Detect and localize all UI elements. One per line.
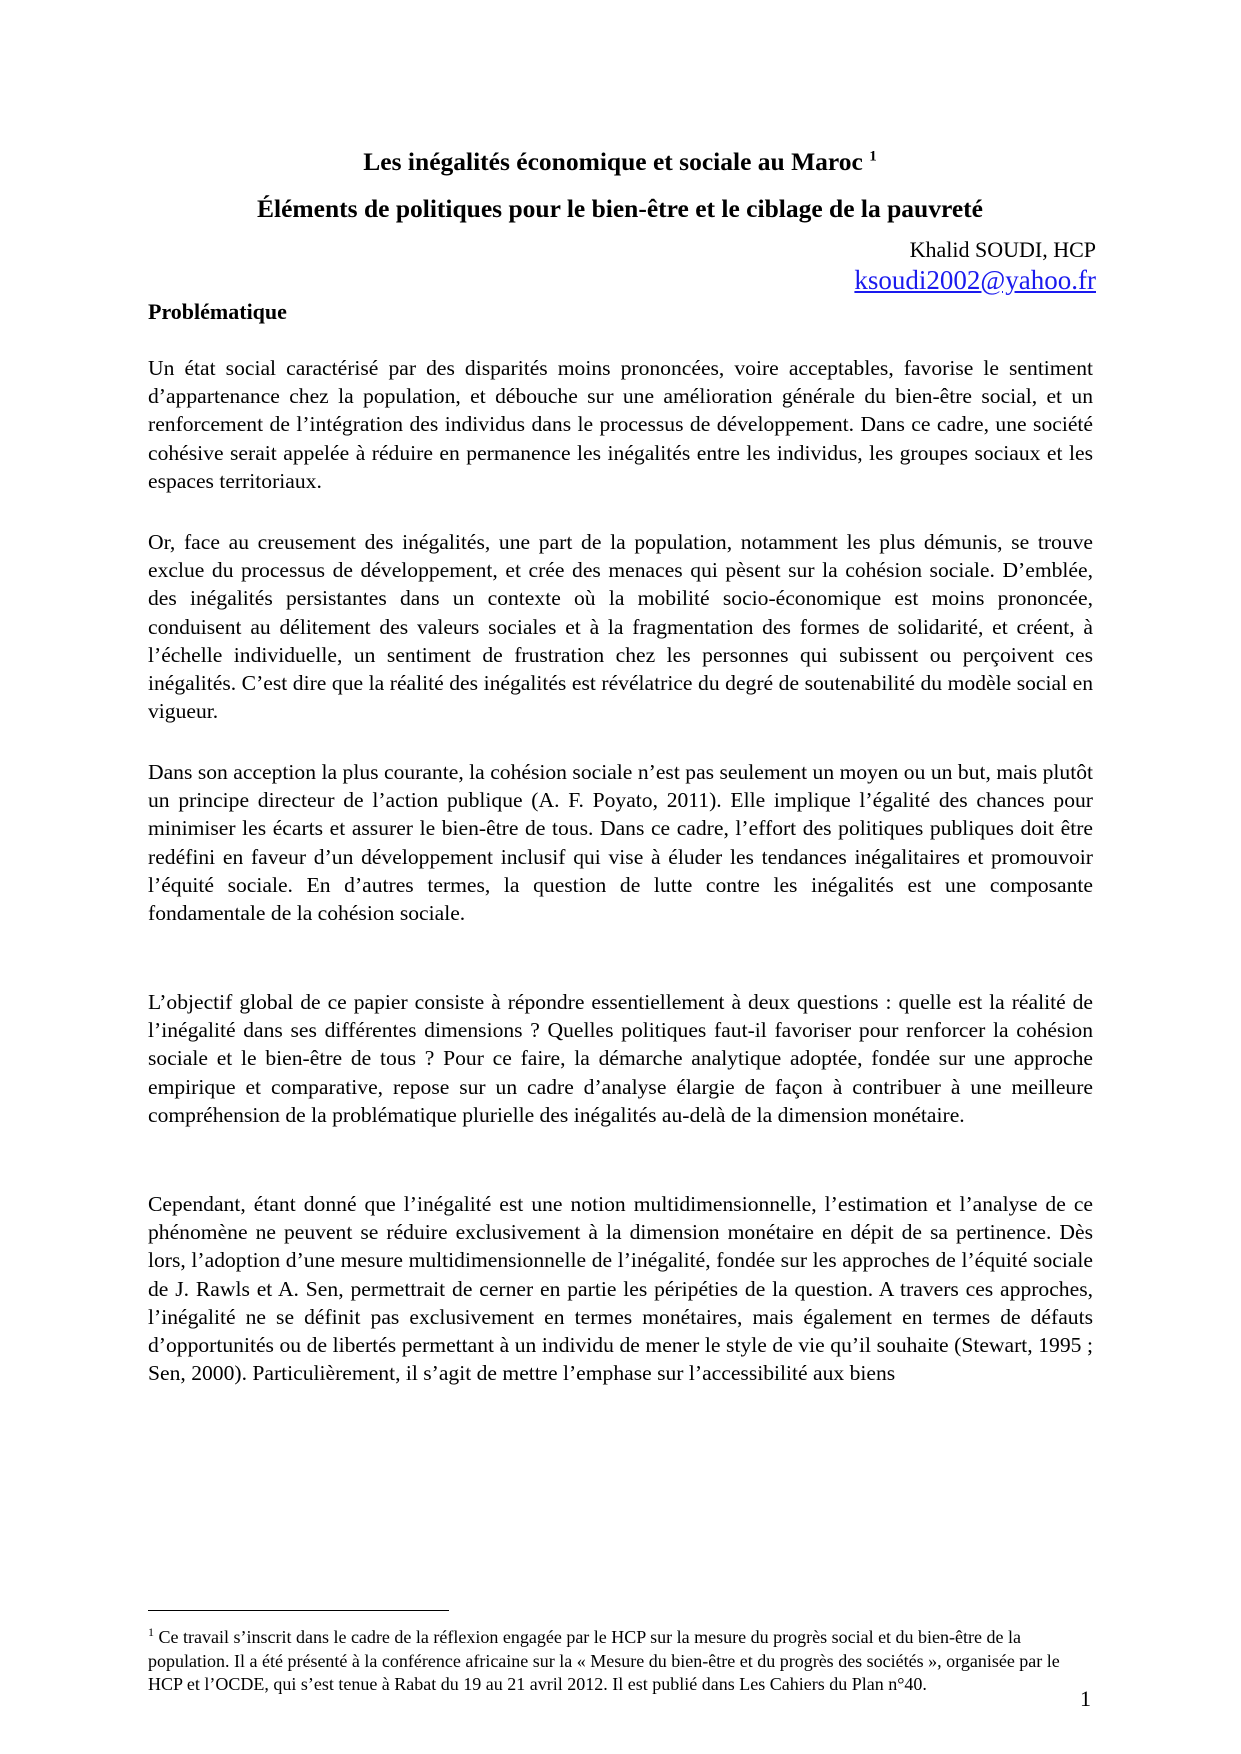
body-paragraph-4: L’objectif global de ce papier consiste à répondre essentiellement à deux questions : quelle est la réalité de l’inégalité dans ses différentes dimensions ? Quelles politiques faut-il favoriser pour renforcer la cohésion sociale et le bien-être de tous ? Pour ce faire, la démarche analytique adoptée, fondée sur une approche empirique et comparative, repose sur un cadre d’analyse élargie de façon à contribuer à une meilleure compréhension de la problématique plurielle des inégalités au-delà de la dimension monétaire. (148, 990, 1093, 1127)
document-title-line1 (150, 147, 1090, 177)
footnote-separator (148, 1610, 449, 1611)
document-title-line2: Éléments de politiques pour le bien-être et le ciblage de la pauvreté (257, 194, 983, 223)
body-paragraph-3: Dans son acception la plus courante, la cohésion sociale n’est pas seulement un moyen ou un but, mais plutôt un principe directeur de l’action publique (A. F. Poyato, 2011). Elle implique l’égalité des chances pour minimiser les écarts et assurer le bien-être de tous. Dans ce cadre, l’effort des politiques publiques doit être redéfini en faveur d’un développement inclusif qui vise à éluder les tendances inégalitaires et promouvoir l’équité sociale. En d’autres termes, la question de lutte contre les inégalités est une composante fondamentale de la cohésion sociale. (148, 760, 1093, 926)
section-heading: Problématique (148, 299, 287, 324)
body-paragraph-1: Un état social caractérisé par des disparités moins prononcées, voire acceptables, favorise le sentiment d’appartenance chez la population, et débouche sur une amélioration générale du bien-être social, et un renforcement de l’intégration des individus dans le processus de développement. Dans ce cadre, une société cohésive serait appelée à réduire en permanence les inégalités entre les individus, les groupes sociaux et les espaces territoriaux. (148, 356, 1093, 493)
author-email-link[interactable]: ksoudi2002@yahoo.fr (854, 265, 1096, 295)
page-number: 1 (1080, 1686, 1091, 1711)
footnote-marker: 1 (148, 1625, 154, 1639)
body-paragraph-5: Cependant, étant donné que l’inégalité est une notion multidimensionnelle, l’estimation et l’analyse de ce phénomène ne peuvent se réduire exclusivement à la dimension monétaire en dépit de sa pertinence. Dès lors, l’adoption d’une mesure multidimensionnelle de l’inégalité, fondée sur les approches de l’équité sociale de J. Rawls et A. Sen, permettrait de cerner en partie les péripéties de la question. A travers ces approches, l’inégalité ne se définit pas exclusivement en termes monétaires, mais également en termes de défauts d’opportunités ou de libertés permettant à un individu de mener le style de vie qu’il souhaite (Stewart, 1995 ; Sen, 2000). Particulièrement, il s’agit de mettre l’emphase sur l’accessibilité aux biens (148, 1192, 1093, 1386)
title-text: Les inégalités économique et sociale au Maroc (363, 147, 863, 176)
footnote (148, 1626, 1098, 1697)
author-name: Khalid SOUDI, HCP (909, 237, 1096, 262)
body-paragraph-2: Or, face au creusement des inégalités, une part de la population, notamment les plus démunis, se trouve exclue du processus de développement, et crée des menaces qui pèsent sur la cohésion sociale. D’emblée, des inégalités persistantes dans un contexte où la mobilité socio-économique est moins prononcée, conduisent au délitement des valeurs sociales et à la fragmentation des formes de solidarité, et créent, à l’échelle individuelle, un sentiment de frustration chez les personnes qui subissent ou perçoivent ces inégalités. C’est dire que la réalité des inégalités est révélatrice du degré de soutenabilité du modèle social en vigueur. (148, 530, 1093, 724)
footnote-text: Ce travail s’inscrit dans le cadre de la réflexion engagée par le HCP sur la mesure du progrès social et du bien-être de la population. Il a été présenté à la conférence africaine sur la « Mesure du bien-être et du progrès des sociétés », organisée par le HCP et l’OCDE, qui s’est tenue à Rabat du 19 au 21 avril 2012. Il est publié dans Les Cahiers du Plan n°40. (148, 1627, 1060, 1694)
title-footnote-marker[interactable]: 1 (869, 148, 877, 165)
